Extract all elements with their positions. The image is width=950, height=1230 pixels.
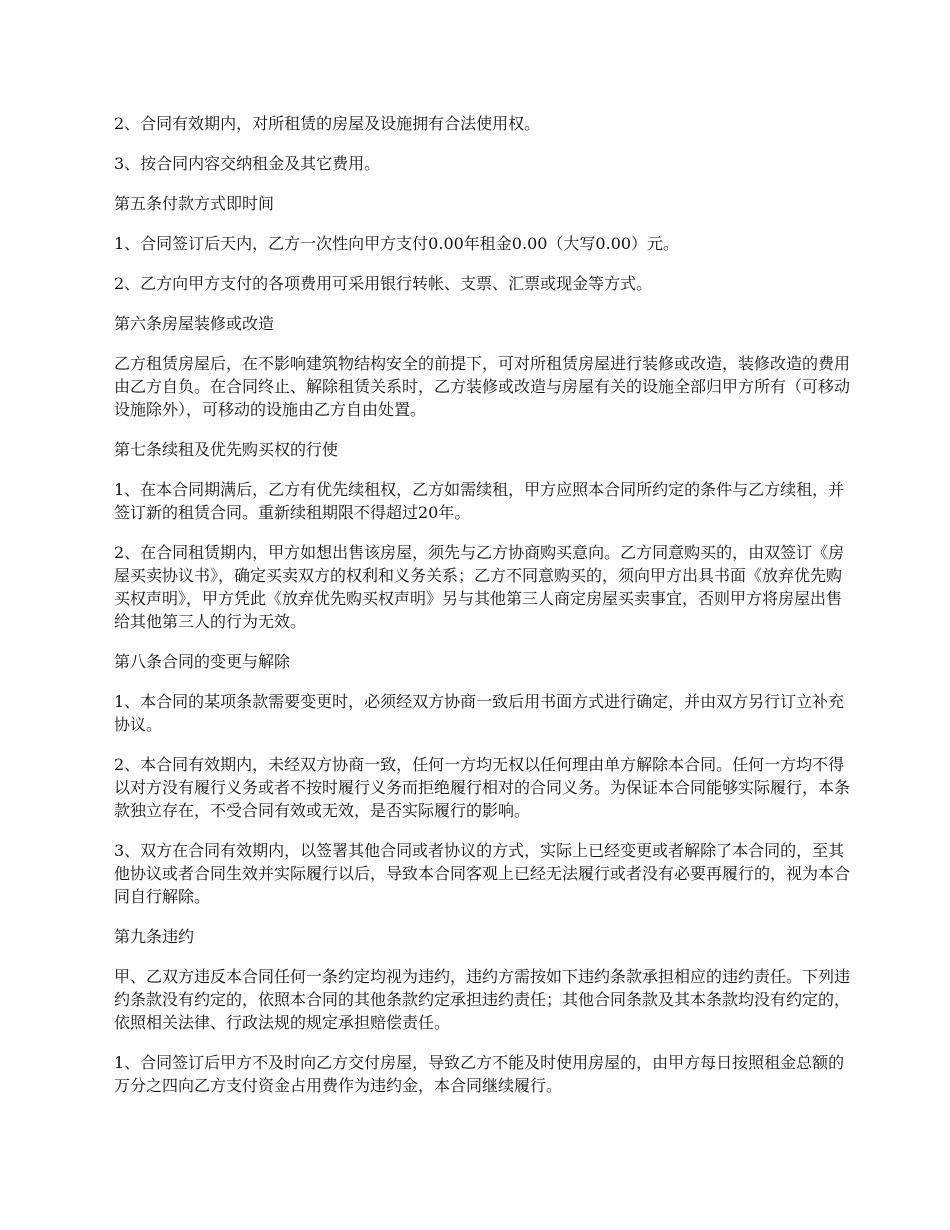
clause-5-item-2: 2、乙方向甲方支付的各项费用可采用银行转帐、支票、汇票或现金等方式。 — [114, 274, 653, 293]
clause-7-heading: 第七条续租及优先购买权的行使 — [114, 440, 339, 459]
clause-8-heading: 第八条合同的变更与解除 — [114, 652, 291, 671]
clause-6-heading: 第六条房屋装修或改造 — [114, 314, 275, 333]
clause-6-body: 乙方租赁房屋后，在不影响建筑物结构安全的前提下，可对所租赁房屋进行装修或改造，装修改造的费用由乙方自负。在合同终止、解除租赁关系时，乙方装修或改造与房屋有关的设施全部归甲方所有（可移动设施除外），可移动的设施由乙方自由处置。 — [114, 354, 851, 419]
clause-4-item-3: 3、按合同内容交纳租金及其它费用。 — [114, 154, 381, 173]
clause-4-item-2: 2、合同有效期内，对所租赁的房屋及设施拥有合法使用权。 — [114, 114, 541, 133]
clause-9-item-1: 1、合同签订后甲方不及时向乙方交付房屋，导致乙方不能及时使用房屋的，由甲方每日按照租金总额的万分之四向乙方支付资金占用费作为违约金，本合同继续履行。 — [114, 1053, 845, 1095]
clause-5-heading: 第五条付款方式即时间 — [114, 194, 275, 213]
clause-9-body: 甲、乙双方违反本合同任何一条约定均视为违约，违约方需按如下违约条款承担相应的违约责任。下列违约条款没有约定的，依照本合同的其他条款约定承担违约责任；其他合同条款及其本条款均没有约定的，依照相关法律、行政法规的规定承担赔偿责任。 — [114, 967, 851, 1032]
clause-9-heading: 第九条违约 — [114, 927, 195, 946]
clause-8-item-2: 2、本合同有效期内，未经双方协商一致，任何一方均无权以任何理由单方解除本合同。任何一方均不得以对方没有履行义务或者不按时履行义务而拒绝履行相对的合同义务。为保证本合同能够实际履行，本条款独立存在，不受合同有效或无效，是否实际履行的影响。 — [114, 755, 851, 820]
document-page — [114, 112, 850, 1114]
clause-7-item-2: 2、在合同租赁期内，甲方如想出售该房屋，须先与乙方协商购买意向。乙方同意购买的，由双签订《房屋买卖协议书》，确定买卖双方的权利和义务关系；乙方不同意购买的，须向甲方出具书面《放弃优先购买权声明》，甲方凭此《放弃优先购买权声明》另与其他第三人商定房屋买卖事宜，否则甲方将房屋出售给其他第三人的行为无效。 — [114, 543, 845, 631]
clause-8-item-3: 3、双方在合同有效期内，以签署其他合同或者协议的方式，实际上已经变更或者解除了本合同的，至其他协议或者合同生效并实际履行以后，导致本合同客观上已经无法履行或者没有必要再履行的，视为本合同自行解除。 — [114, 841, 851, 906]
clause-5-item-1: 1、合同签订后天内，乙方一次性向甲方支付0.00年租金0.00（大写0.00）元。 — [114, 234, 680, 253]
clause-7-item-1: 1、在本合同期满后，乙方有优先续租权，乙方如需续租，甲方应照本合同所约定的条件与乙方续租，并签订新的租赁合同。重新续租期限不得超过20年。 — [114, 480, 845, 522]
clause-8-item-1: 1、本合同的某项条款需要变更时，必须经双方协商一致后用书面方式进行确定，并由双方另行订立补充协议。 — [114, 692, 845, 734]
